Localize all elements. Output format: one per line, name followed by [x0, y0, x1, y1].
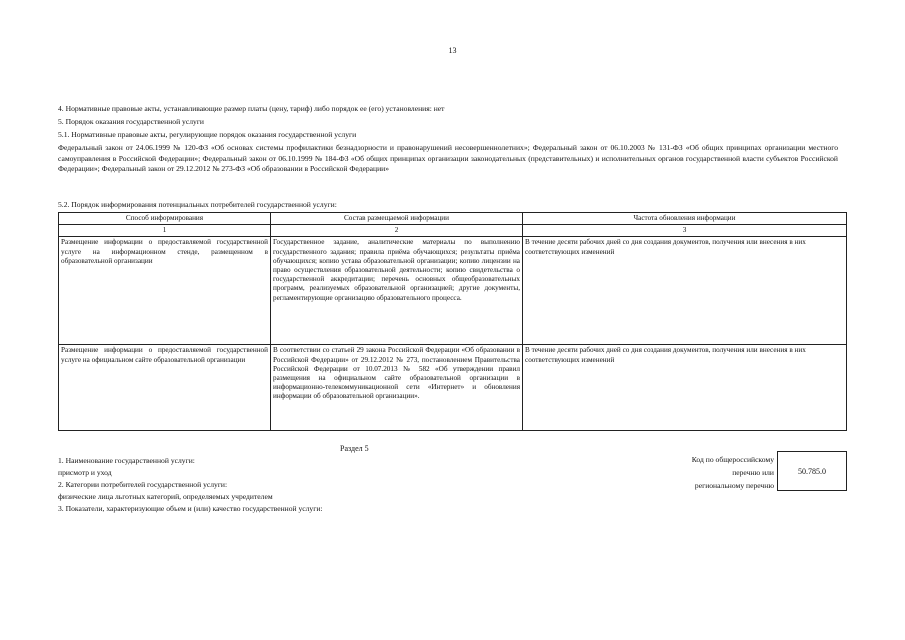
informing-table: [58, 212, 847, 431]
table-header: Состав размещаемой информации: [271, 213, 523, 225]
column-number: 2: [271, 225, 523, 237]
service-code-box: [777, 451, 847, 491]
table-row: [59, 237, 847, 345]
section-title: Раздел 5: [340, 444, 369, 453]
item-4-legal-acts-fee: 4. Нормативные правовые акты, устанавливающие размер платы (цену, тариф) либо порядок ее (его) установления: нет: [58, 104, 445, 113]
indicators-label: 3. Показатели, характеризующие объем и (или) качество государственной услуги:: [58, 504, 323, 513]
code-label-line-2: перечню или: [732, 468, 774, 477]
column-number: 1: [59, 225, 271, 237]
column-number: 3: [523, 225, 847, 237]
method-cell: Размещение информации о предоставляемой государственной услуге на официальном сайте образовательной организации: [59, 345, 271, 431]
page-number: 13: [448, 46, 457, 55]
item-5-service-procedure: 5. Порядок оказания государственной услуги: [58, 117, 204, 126]
method-cell: Размещение информации о предоставляемой государственной услуге на информационном стенде, размещенном в образовательной организации: [59, 237, 271, 345]
table-header: Частота обновления информации: [523, 213, 847, 225]
content-cell: Государственное задание, аналитические материалы по выполнению государственного задания; правила приёма обучающихся; результаты приёма обучающихся; копию устава образовательной организации; копию лицензии на право осуществления образовательной деятельности; копию свидетельства о государственной аккредитации; перечень основных общеобразовательных программ, реализуемых образовательной организацией; другие документы, регламентирующие организацию образовательного процесса.: [271, 237, 523, 345]
item-5-2-informing-procedure: 5.2. Порядок информирования потенциальных потребителей государственной услуги:: [58, 200, 337, 209]
table-number-row: [59, 225, 847, 237]
frequency-cell: В течение десяти рабочих дней со дня создания документов, получения или внесения в них соответствующих изменений: [523, 345, 847, 431]
item-5-1-legal-acts: 5.1. Нормативные правовые акты, регулирующие порядок оказания государственной услуги: [58, 130, 357, 139]
service-name-value: присмотр и уход: [58, 468, 112, 477]
table-header-row: [59, 213, 847, 225]
consumer-category-value: физические лица льготных категорий, определяемых учредителем: [58, 492, 273, 501]
table-header: Способ информирования: [59, 213, 271, 225]
content-cell: В соответствии со статьей 29 закона Российской Федерации «Об образовании в Российской Федерации» от 29.12.2012 № 273, постановлением Правительства Российской Федерации от 10.07.2013 № 582 «Об утверждении правил размещения на официальном сайте образовательной организации в информационно-телекоммуникационной сети «Интернет» и обновления информации об образовательной организации».: [271, 345, 523, 431]
code-label-line-3: региональному перечню: [694, 481, 774, 490]
frequency-cell: В течение десяти рабочих дней со дня создания документов, получения или внесения в них соответствующих изменений: [523, 237, 847, 345]
table-row: [59, 345, 847, 431]
federal-laws-text: Федеральный закон от 24.06.1999 № 120-ФЗ «Об основах системы профилактики безнадзорности и правонарушений несовершеннолетних»; Федеральный закон от 06.10.2003 № 131-ФЗ «Об общих принципах организации местного самоуправления в Российской Федерации»; Федеральный закон от 06.10.1999 № 184-ФЗ «Об общих принципах организации законодательных (представительных) и исполнительных органов государственной власти субъектов Российской Федерации»; Федеральный закон от 29.12.2012 № 273-ФЗ «Об образовании в Российской Федерации»: [58, 143, 838, 173]
service-name-label: 1. Наименование государственной услуги:: [58, 456, 195, 465]
consumer-category-label: 2. Категории потребителей государственной услуги:: [58, 480, 228, 489]
service-code-value: 50.785.0: [798, 466, 826, 476]
code-label-line-1: Код по общероссийскому: [691, 455, 774, 464]
